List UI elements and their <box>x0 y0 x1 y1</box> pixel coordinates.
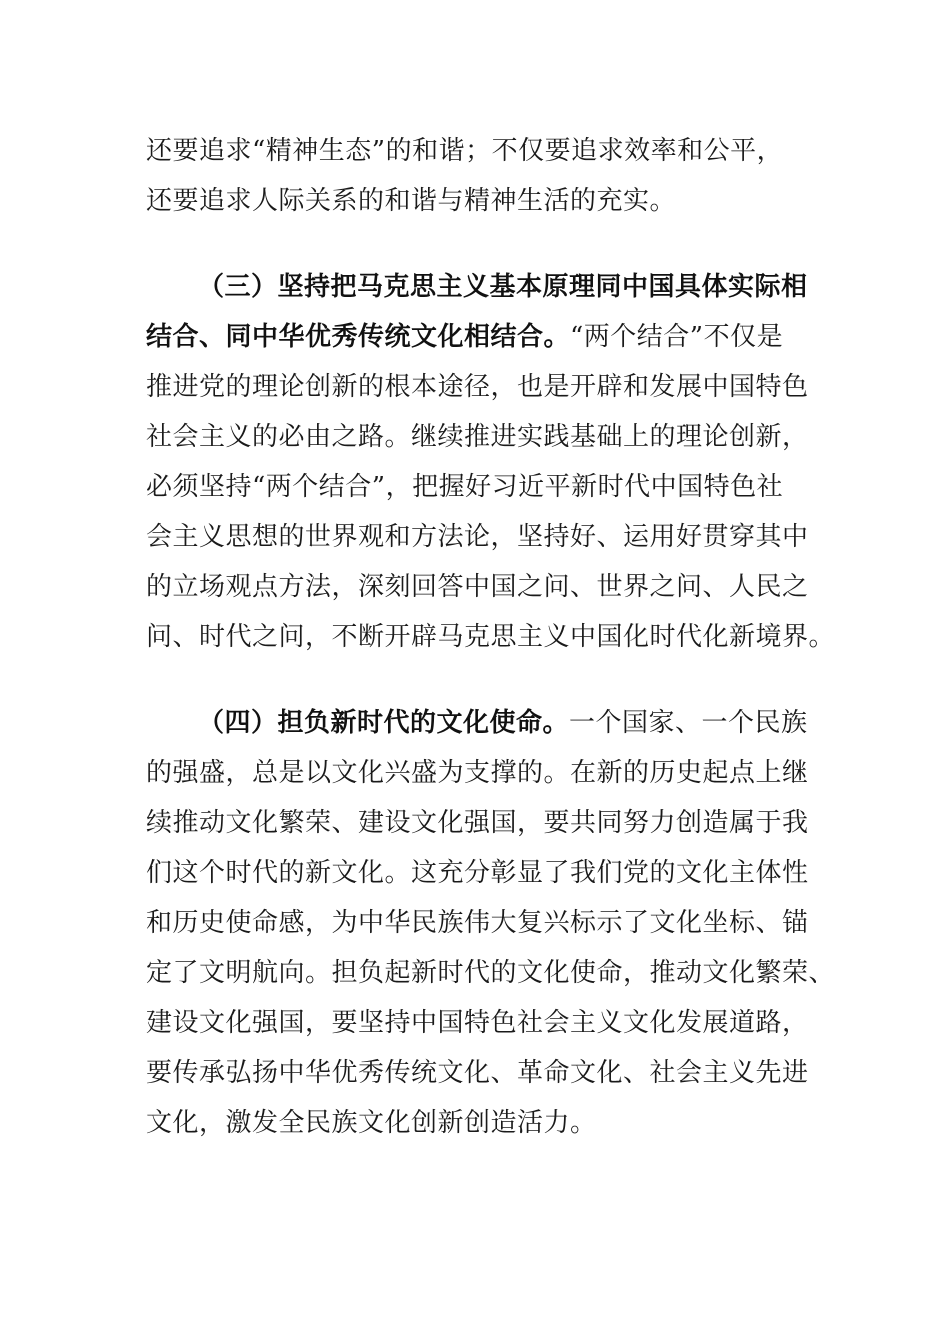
body-text-line: 还要追求人际关系的和谐与精神生活的充实。 <box>146 186 677 216</box>
body-text-line: 社会主义的必由之路。继续推进实践基础上的理论创新， <box>146 422 809 452</box>
body-text-line: 和历史使命感，为中华民族伟大复兴标示了文化坐标、锚 <box>146 908 809 938</box>
body-text-line: 建设文化强国，要坚持中国特色社会主义文化发展道路， <box>146 1008 809 1038</box>
body-text-line: 必须坚持“两个结合”，把握好习近平新时代中国特色社 <box>146 472 784 502</box>
body-text-line: 的立场观点方法，深刻回答中国之问、世界之问、人民之 <box>146 572 809 602</box>
section-3-heading-line2-row <box>146 322 783 352</box>
body-text-line: 的强盛，总是以文化兴盛为支撑的。在新的历史起点上继 <box>146 758 809 788</box>
body-text-line: 会主义思想的世界观和方法论，坚持好、运用好贯穿其中 <box>146 522 809 552</box>
section-4-heading: （四）担负新时代的文化使命。 <box>198 708 570 738</box>
body-text-line: 续推动文化繁荣、建设文化强国，要共同努力创造属于我 <box>146 808 809 838</box>
body-text-span: 一个国家、一个民族 <box>569 708 808 738</box>
body-text-line: 要传承弘扬中华优秀传统文化、革命文化、社会主义先进 <box>146 1058 809 1088</box>
body-text-line: 推进党的理论创新的根本途径，也是开辟和发展中国特色 <box>146 372 809 402</box>
body-text-line: 定了文明航向。担负起新时代的文化使命，推动文化繁荣、 <box>146 958 836 988</box>
body-text-line: 文化，激发全民族文化创新创造活力。 <box>146 1108 597 1138</box>
body-text-line: 问、时代之问，不断开辟马克思主义中国化时代化新境界。 <box>146 622 836 652</box>
section-3-heading: （三）坚持把马克思主义基本原理同中国具体实际相 <box>198 272 808 302</box>
section-4-heading-row <box>198 708 808 738</box>
section-3-heading-continued: 结合、同中华优秀传统文化相结合。 <box>146 322 571 352</box>
body-text-span: “两个结合”不仅是 <box>570 322 784 352</box>
body-text-line: 们这个时代的新文化。这充分彰显了我们党的文化主体性 <box>146 858 809 888</box>
body-text-line: 还要追求“精神生态”的和谐；不仅要追求效率和公平， <box>146 136 784 166</box>
